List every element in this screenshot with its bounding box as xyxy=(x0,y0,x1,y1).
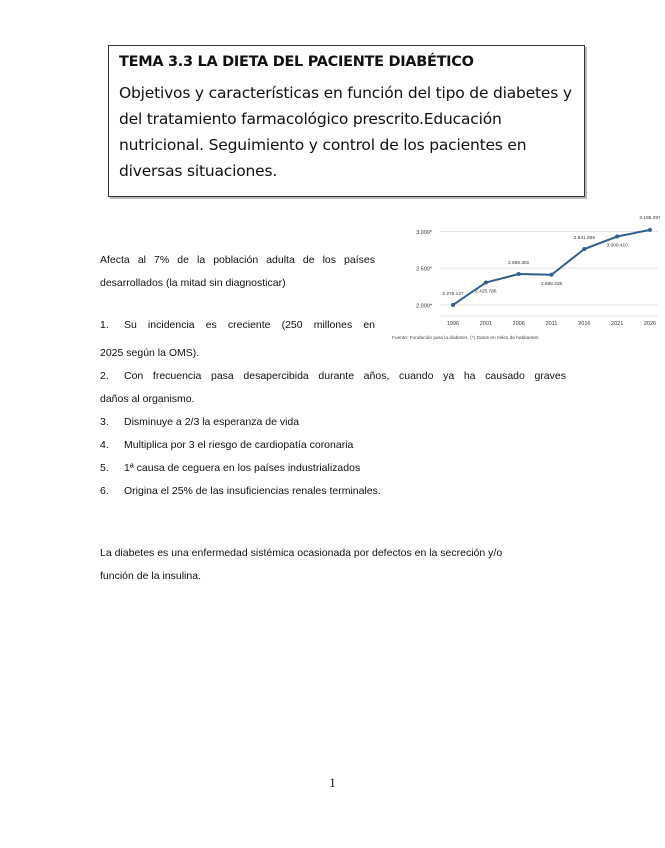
list-item-number: 2. xyxy=(100,370,109,382)
list-item-number: 5. xyxy=(100,462,109,474)
list-item-number: 4. xyxy=(100,439,109,451)
chart-data-label: 2.841.865 xyxy=(573,236,596,242)
intro-line-1: Afecta al 7% de la población adulta de los países xyxy=(100,254,375,266)
chart-y-tick-label: 3.000* xyxy=(416,229,432,236)
chart-data-label: 2.276.127 xyxy=(442,291,464,297)
list-item-number: 3. xyxy=(100,416,109,428)
chart-x-tick-label: 2016 xyxy=(578,321,591,327)
list-item-continuation: 2025 según la OMS). xyxy=(100,347,200,359)
chart-data-point xyxy=(550,273,554,277)
chart-y-tick-label: 2.000* xyxy=(416,303,432,310)
definition-line-1: La diabetes es una enfermedad sistémica ocasionada por defectos en la secreción y/o xyxy=(100,547,503,559)
list-item-continuation: daños al organismo. xyxy=(100,393,195,405)
list-item xyxy=(100,365,566,388)
list-item-text: Disminuye a 2/3 la esperanza de vida xyxy=(124,416,300,428)
chart-data-point xyxy=(582,247,586,251)
page-subtitle: Objetivos y características en función del tipo de diabetes y del tratamiento farmacológico prescrito.Educación nutricional. Seguimiento y control de los pacientes en diversas situaciones. xyxy=(119,84,572,180)
chart-data-label: 3.186.297 xyxy=(639,216,660,221)
list-item-text: 1ª causa de ceguera en los países industrializados xyxy=(124,462,361,474)
chart-x-tick-label: 2026 xyxy=(643,321,657,327)
list-item-text: Multiplica por 3 el riesgo de cardiopatía coronaria xyxy=(124,439,354,451)
list-item xyxy=(100,434,566,457)
facts-list xyxy=(100,319,566,503)
definition-paragraph xyxy=(100,542,566,588)
chart-data-label: 2.588.335 xyxy=(540,281,563,287)
chart-y-tick-label: 2.500* xyxy=(416,266,432,273)
intro-paragraph xyxy=(100,249,375,295)
list-item-text: Su incidencia es creciente (250 millones en xyxy=(124,319,375,331)
chart-x-tick-label: 2011 xyxy=(545,321,558,327)
chart-x-tick-label: 2006 xyxy=(512,321,525,327)
list-item xyxy=(100,411,566,434)
chart-x-tick-label: 1996 xyxy=(446,321,460,327)
list-item-number: 1. xyxy=(100,319,109,331)
list-item-text: Origina el 25% de las insuficiencias renales terminales. xyxy=(124,485,381,497)
chart-data-label: 3.000.410 xyxy=(606,243,628,249)
chart-data-point xyxy=(451,303,455,307)
list-item-number: 6. xyxy=(100,485,109,497)
page-number: 1 xyxy=(329,775,336,790)
title-box xyxy=(108,45,585,197)
list-item xyxy=(100,480,566,503)
list-item-text: Con frecuencia pasa desapercibida durante años, cuando ya ha causado graves xyxy=(124,370,566,382)
chart-data-point xyxy=(517,272,521,276)
chart-data-point xyxy=(484,281,488,285)
chart-data-label: 2.425.786 xyxy=(475,289,497,295)
list-item xyxy=(100,457,566,480)
chart-data-label: 2.566.301 xyxy=(507,261,530,267)
list-item xyxy=(100,319,566,342)
intro-line-2: desarrollados (la mitad sin diagnosticar) xyxy=(100,277,286,289)
chart-source-note: Fuente: Fundación para la diabetes. (*) Datos en miles de habitantes. xyxy=(392,336,540,341)
definition-line-2: función de la insulina. xyxy=(100,570,201,582)
chart-x-tick-label: 2001 xyxy=(479,321,492,327)
chart-data-point xyxy=(648,228,652,232)
chart-x-tick-label: 2021 xyxy=(611,321,624,327)
page-title: TEMA 3.3 LA DIETA DEL PACIENTE DIABÉTICO xyxy=(119,54,474,70)
chart-data-point xyxy=(615,235,619,239)
